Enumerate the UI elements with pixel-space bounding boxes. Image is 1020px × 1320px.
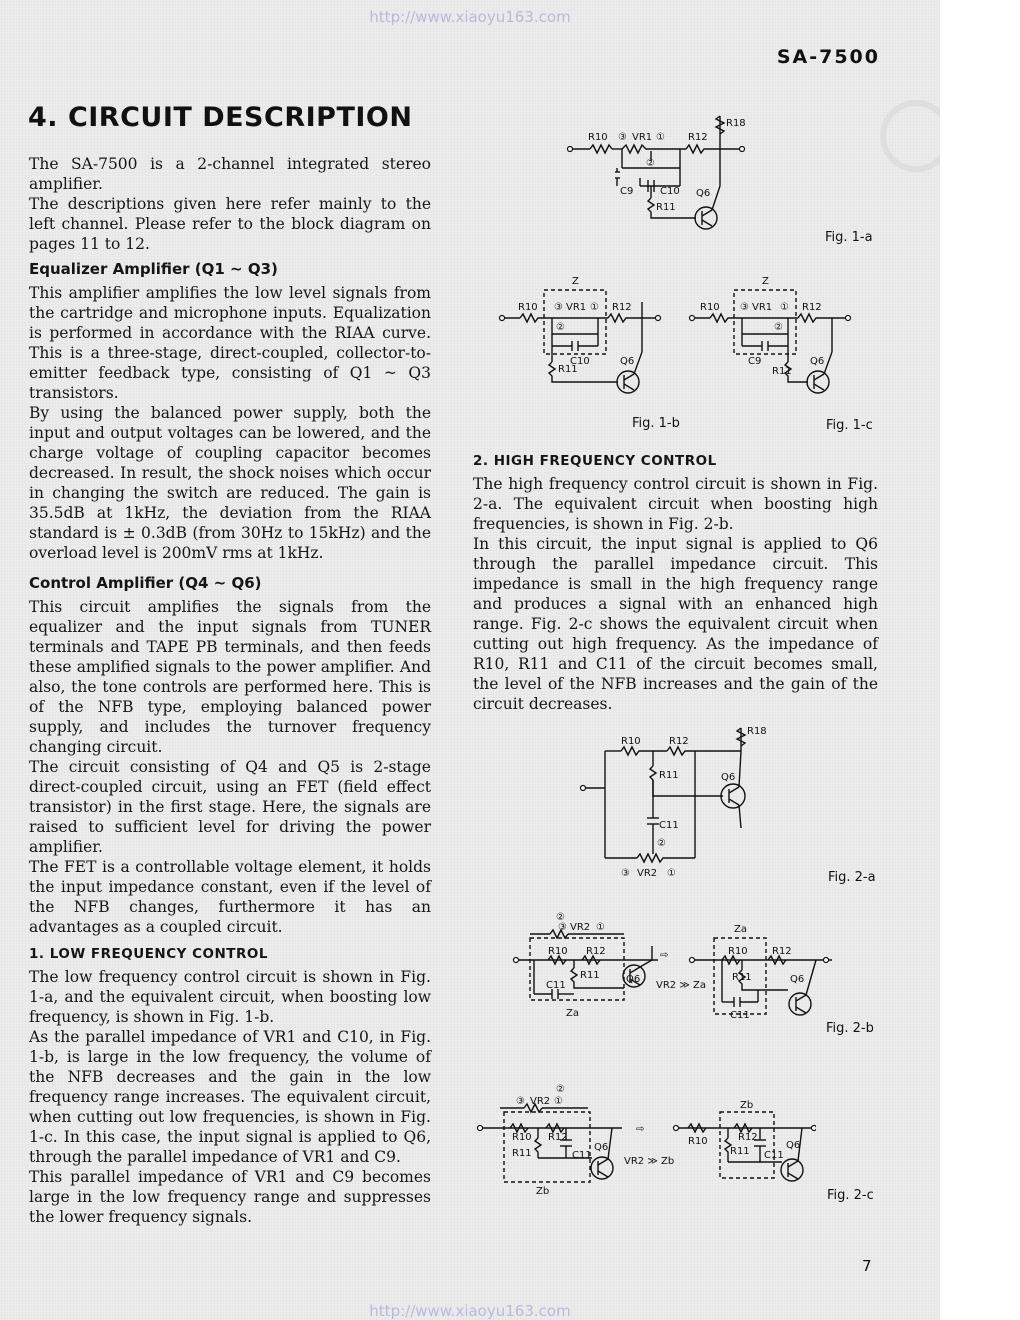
label-vr1: VR1 (566, 302, 587, 313)
low-frequency-paragraph-3: This parallel impedance of VR1 and C9 becomes large in the low frequency range and suppresses the lower frequency signals. (29, 1168, 431, 1226)
label-c11: C11 (546, 980, 566, 991)
label-r12: R12 (548, 1132, 568, 1143)
label-q6: Q6 (721, 772, 736, 783)
label-r11: R11 (580, 970, 600, 981)
right-column (473, 452, 878, 714)
watermark-url-top[interactable]: http://www.xiaoyu163.com (369, 8, 571, 26)
label-r11: R11 (659, 770, 679, 781)
schematic-fig-2c (476, 1082, 816, 1200)
label-q6: Q6 (810, 356, 825, 367)
label-r11: R11 (772, 366, 792, 377)
equalizer-paragraph-1: This amplifier amplifies the low level signals from the cartridge and microphone inputs. Equalization is performed in accordance with the RIAA curve. This is a three-stage, direct-coupled, collector-to-emitter feedback type, consisting of Q1 ~ Q3 transistors. (29, 284, 431, 402)
label-q6: Q6 (696, 188, 711, 199)
label-vr2: VR2 (570, 922, 591, 933)
label-n1: ① (554, 1096, 563, 1107)
equalizer-paragraph-2: By using the balanced power supply, both the input and output voltages can be lowered, and the charge voltage of coupling capacitor becomes decreased. In result, the shock noises which occur in changing the switch are reduced. The gain is 35.5dB at 1kHz, the deviation from the RIAA standard is ± 0.3dB (from 30Hz to 15kHz) and the overload level is 200mV rms at 1kHz. (29, 404, 431, 562)
label-n2: ② (657, 838, 666, 849)
label-n2: ② (556, 912, 565, 923)
label-r11: R11 (512, 1148, 532, 1159)
label-r12: R12 (586, 946, 606, 957)
label-r12: R12 (772, 946, 792, 957)
label-zb: Zb (536, 1186, 550, 1197)
label-r11: R11 (730, 1146, 750, 1157)
label-r18: R18 (726, 118, 746, 129)
label-vr1: VR1 (632, 132, 653, 143)
figure-label-2b: Fig. 2-b (826, 1021, 874, 1036)
intro-paragraph-2: The descriptions given here refer mainly to the left channel. Please refer to the block diagram on pages 11 to 12. (29, 195, 431, 253)
schematic-fig-1c (688, 272, 858, 402)
label-r12: R12 (669, 736, 689, 747)
page-title: 4. CIRCUIT DESCRIPTION (28, 102, 413, 133)
high-frequency-heading: 2. HIGH FREQUENCY CONTROL (473, 453, 717, 469)
low-frequency-heading: 1. LOW FREQUENCY CONTROL (29, 946, 268, 962)
label-vr1: VR1 (752, 302, 773, 313)
label-q6: Q6 (786, 1140, 801, 1151)
label-r12: R12 (802, 302, 822, 313)
control-paragraph-2: The circuit consisting of Q4 and Q5 is 2-stage direct-coupled circuit, using an FET (field effect transistor) in the first stage. Here, the signals are raised to sufficient level for driving the power amplifier. (29, 758, 431, 856)
model-number: SA-7500 (776, 46, 880, 68)
label-q6: Q6 (626, 974, 641, 985)
figure-label-2a: Fig. 2-a (828, 870, 876, 885)
label-n2: ② (646, 158, 655, 169)
label-z: Z (572, 276, 579, 287)
label-q6: Q6 (594, 1142, 609, 1153)
label-za: Za (734, 924, 747, 935)
low-frequency-paragraph-2: As the parallel impedance of VR1 and C10, in Fig. 1-b, is large in the low frequency, the volume of the NFB decreases and the gain in the low frequency range increases. The equivalent circuit, when cutting out low frequencies, is shown in Fig. 1-c. In this case, the input signal is applied to Q6, through the parallel impedance of VR1 and C9. (29, 1028, 431, 1166)
label-n2: ② (556, 322, 565, 333)
label-r10: R10 (688, 1136, 708, 1147)
label-n3: ③ (740, 302, 749, 313)
label-c9: C9 (748, 356, 762, 367)
label-vr2: VR2 (637, 868, 658, 879)
figure-label-1b: Fig. 1-b (632, 416, 680, 431)
high-frequency-paragraph-1: The high frequency control circuit is shown in Fig. 2-a. The equivalent circuit when boosting high frequencies, is shown in Fig. 2-b. (473, 475, 878, 533)
label-r18: R18 (747, 726, 767, 737)
control-heading: Control Amplifier (Q4 ~ Q6) (29, 574, 262, 592)
label-c11: C11 (764, 1150, 784, 1161)
label-r12: R12 (738, 1132, 758, 1143)
schematic-fig-1b (498, 272, 668, 402)
figure-label-2c: Fig. 2-c (827, 1188, 874, 1203)
watermark-url-bottom[interactable]: http://www.xiaoyu163.com (369, 1302, 571, 1320)
label-r10: R10 (588, 132, 608, 143)
label-zb: Zb (740, 1100, 754, 1111)
figure-label-1a: Fig. 1-a (825, 230, 873, 245)
label-r10: R10 (512, 1132, 532, 1143)
label-r10: R10 (548, 946, 568, 957)
page-number: 7 (862, 1257, 872, 1275)
label-c10: C10 (570, 356, 590, 367)
control-paragraph-1: This circuit amplifies the signals from the equalizer and the input signals from TUNER terminals and TAPE PB terminals, and then feeds these amplified signals to the power amplifier. And also, the tone controls are performed here. This is of the NFB type, employing balanced power supply, and includes the turnover frequency changing circuit. (29, 598, 431, 756)
label-n1: ① (780, 302, 789, 313)
label-c11: C11 (659, 820, 679, 831)
label-r11: R11 (558, 364, 578, 375)
label-r12: R12 (688, 132, 708, 143)
label-r10: R10 (700, 302, 720, 313)
label-r11: R11 (656, 202, 676, 213)
schematic-fig-1a (560, 106, 760, 236)
label-r10: R10 (518, 302, 538, 313)
label-za: Za (566, 1008, 579, 1019)
label-r11: R11 (732, 972, 752, 983)
label-z: Z (762, 276, 769, 287)
label-n1: ① (667, 868, 676, 879)
label-c11: C11 (730, 1010, 750, 1021)
label-c10: C10 (660, 186, 680, 197)
label-n3: ③ (618, 132, 627, 143)
label-n3: ③ (621, 868, 630, 879)
equalizer-heading: Equalizer Amplifier (Q1 ~ Q3) (29, 260, 278, 278)
label-c9: C9 (620, 186, 634, 197)
arrow-icon: ⇨ (636, 1124, 645, 1135)
label-n2: ② (774, 322, 783, 333)
label-q6: Q6 (790, 974, 805, 985)
label-c11: C11 (572, 1150, 592, 1161)
left-column (29, 154, 431, 1227)
label-n3: ③ (558, 922, 567, 933)
label-n2: ② (556, 1084, 565, 1095)
low-frequency-paragraph-1: The low frequency control circuit is shown in Fig. 1-a, and the equivalent circuit, when boosting low frequency, is shown in Fig. 1-b. (29, 968, 431, 1026)
label-vr2-zb: VR2 ≫ Zb (624, 1156, 675, 1167)
control-paragraph-3: The FET is a controllable voltage element, it holds the input impedance constant, even if the level of the NFB changes, furthermore it has an advantages as a coupled circuit. (29, 858, 431, 936)
label-n1: ① (590, 302, 599, 313)
label-n3: ③ (554, 302, 563, 313)
bleed-through-decoration (880, 100, 940, 172)
label-n1: ① (656, 132, 665, 143)
label-vr2: VR2 (530, 1096, 551, 1107)
schematic-fig-2b (512, 910, 832, 1030)
arrow-icon: ⇨ (660, 950, 669, 961)
label-r12: R12 (612, 302, 632, 313)
label-r10: R10 (728, 946, 748, 957)
figure-label-1c: Fig. 1-c (826, 418, 873, 433)
schematic-fig-2a (575, 718, 785, 883)
label-n3: ③ (516, 1096, 525, 1107)
high-frequency-paragraph-2: In this circuit, the input signal is applied to Q6 through the parallel impedance circuit. This impedance is small in the high frequency range and produces a signal with an enhanced high range. Fig. 2-c shows the equivalent circuit when cutting out high frequency. As the impedance of R10, R11 and C11 of the circuit becomes small, the level of the NFB increases and the gain of the circuit decreases. (473, 535, 878, 713)
label-vr2-za: VR2 ≫ Za (656, 980, 706, 991)
intro-paragraph-1: The SA-7500 is a 2-channel integrated stereo amplifier. (29, 155, 431, 193)
label-r10: R10 (621, 736, 641, 747)
label-q6: Q6 (620, 356, 635, 367)
label-n1: ① (596, 922, 605, 933)
